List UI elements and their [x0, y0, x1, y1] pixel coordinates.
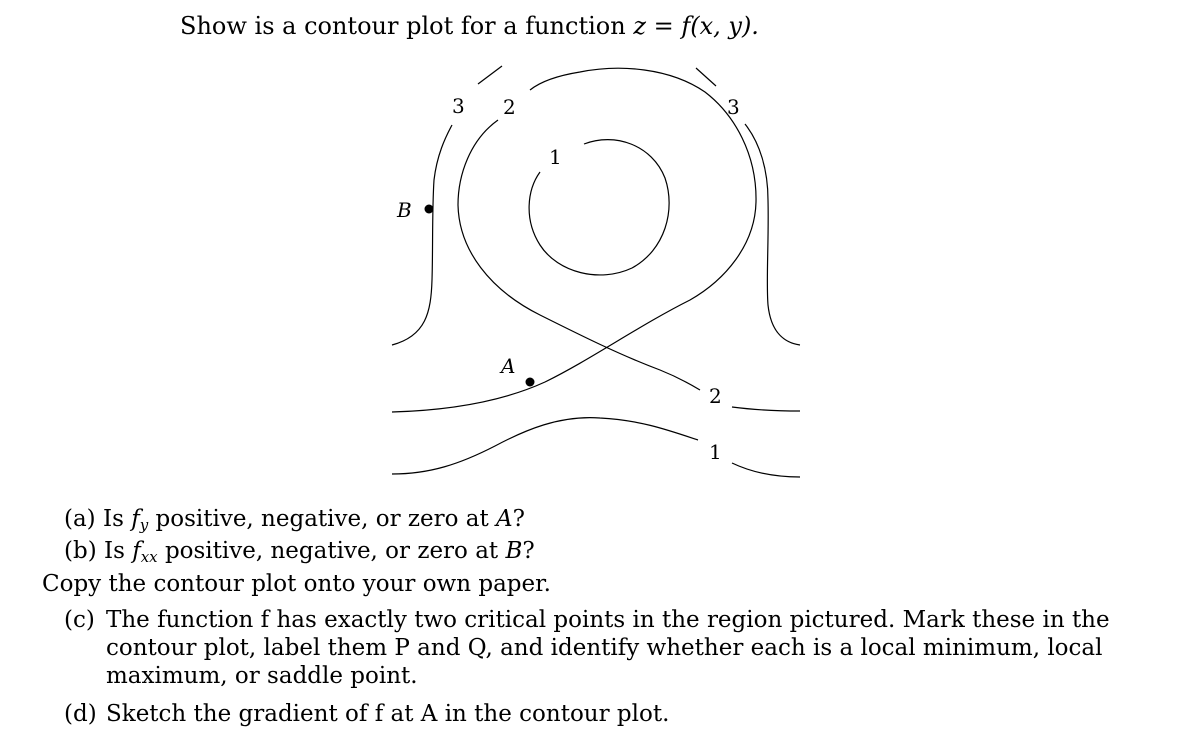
- question-b-point: B: [505, 538, 523, 564]
- intro-formula: z = f(x, y).: [633, 12, 759, 40]
- point-b-marker: [425, 205, 434, 214]
- question-c-tag: (c): [64, 607, 95, 633]
- question-a-sub: y: [139, 516, 149, 534]
- contour-label-2-right: 2: [709, 384, 722, 408]
- contour-label-3-left: 3: [452, 94, 465, 118]
- contour-label-3-right: 3: [727, 95, 740, 119]
- contour-3-top-left-tick: [478, 66, 502, 84]
- contour-3-right-lower: [745, 124, 800, 345]
- question-a-body: positive, negative, or zero at: [155, 506, 489, 532]
- question-c-text: The function f has exactly two critical points in the region pictured. Mark these in the contour plot, label them P and Q, and identify whether each is a local minimum, local maximum, or saddle point.: [106, 607, 1110, 689]
- point-label-b: B: [397, 198, 412, 222]
- question-b-start: Is: [103, 538, 125, 564]
- copy-instruction: Copy the contour plot onto your own paper.: [42, 571, 551, 597]
- question-a: [64, 505, 525, 533]
- contour-2-bottom-right: [732, 407, 800, 411]
- intro-text: Show is a contour plot for a function: [180, 12, 626, 40]
- point-a-marker: [526, 378, 535, 387]
- question-b-sub: xx: [140, 548, 158, 566]
- question-b-body: positive, negative, or zero at: [164, 538, 499, 564]
- contour-3-left: [392, 125, 452, 345]
- contour-label-1-top: 1: [549, 145, 562, 169]
- question-a-end: ?: [512, 506, 526, 532]
- question-d-tag: (d): [64, 701, 97, 727]
- question-c: [64, 606, 1156, 690]
- contour-1-bottom: [392, 418, 698, 474]
- contour-label-2-top: 2: [503, 95, 516, 119]
- question-a-start: Is: [102, 506, 124, 532]
- question-d: [64, 700, 1156, 728]
- question-b-f: f: [132, 538, 141, 564]
- question-a-f: f: [131, 506, 140, 532]
- question-a-tag: (a): [64, 506, 96, 532]
- contour-2-loop-left: [458, 120, 700, 390]
- contour-2-loop: [392, 68, 756, 412]
- question-b-end: ?: [522, 538, 535, 564]
- contour-3-right: [696, 68, 716, 86]
- point-label-a: A: [501, 354, 516, 378]
- question-d-text: Sketch the gradient of f at A in the contour plot.: [106, 701, 670, 727]
- question-a-point: A: [496, 506, 513, 532]
- contour-label-1-bottom: 1: [709, 440, 722, 464]
- question-b: [64, 537, 535, 565]
- contour-1-bottom-right: [732, 463, 800, 477]
- question-b-tag: (b): [64, 538, 97, 564]
